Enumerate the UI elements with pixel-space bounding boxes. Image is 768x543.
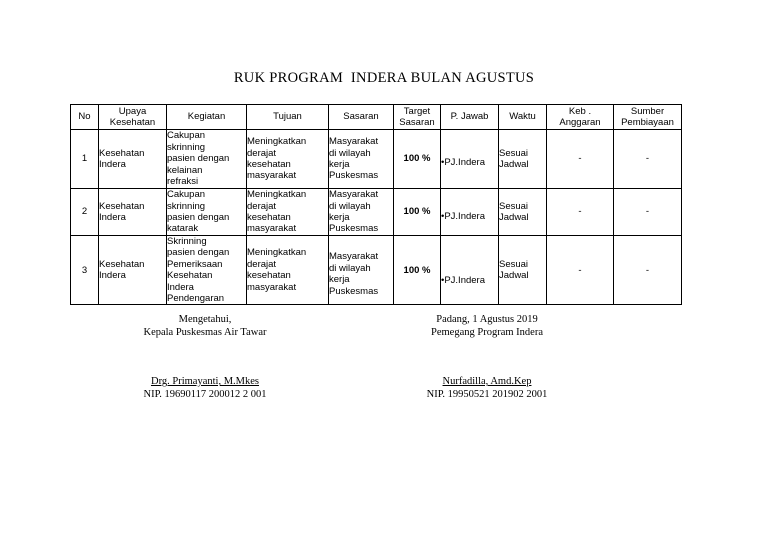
cell-sasaran: Masyarakat di wilayah kerja Puskesmas — [329, 130, 394, 189]
cell-upaya: Kesehatan Indera — [99, 189, 167, 236]
cell-no: 1 — [71, 130, 99, 189]
header-sumber-pembiayaan: Sumber Pembiayaan — [614, 105, 682, 130]
cell-sasaran: Masyarakat di wilayah kerja Puskesmas — [329, 189, 394, 236]
cell-sasaran: Masyarakat di wilayah kerja Puskesmas — [329, 236, 394, 305]
cell-anggaran: - — [547, 189, 614, 236]
cell-pjawab: •PJ.Indera — [441, 130, 499, 189]
place-date: Padang, 1 Agustus 2019 — [436, 314, 538, 325]
program-holder-name: Nurfadilla, Amd.Kep — [442, 376, 532, 387]
head-name: Drg. Primayanti, M.Mkes — [150, 376, 259, 387]
cell-no: 3 — [71, 236, 99, 305]
cell-kegiatan: Cakupan skrinning pasien dengan katarak — [167, 189, 247, 236]
cell-waktu: Sesuai Jadwal — [499, 189, 547, 236]
cell-sumber: - — [614, 189, 682, 236]
header-sasaran: Sasaran — [329, 105, 394, 130]
cell-upaya: Kesehatan Indera — [99, 130, 167, 189]
cell-upaya: Kesehatan Indera — [99, 236, 167, 305]
header-upaya-kesehatan: Upaya Kesehatan — [99, 105, 167, 130]
signature-block-right — [402, 313, 572, 339]
cell-target: 100 % — [394, 189, 441, 236]
cell-pjawab: •PJ.Indera — [441, 236, 499, 305]
header-anggaran: Keb . Anggaran — [547, 105, 614, 130]
program-table — [70, 104, 682, 305]
cell-no: 2 — [71, 189, 99, 236]
table-header-row — [71, 105, 682, 130]
header-penanggung-jawab: P. Jawab — [441, 105, 499, 130]
table-row — [71, 236, 682, 305]
cell-target: 100 % — [394, 130, 441, 189]
cell-sumber: - — [614, 130, 682, 189]
cell-tujuan: Meningkatkan derajat kesehatan masyarakat — [247, 130, 329, 189]
header-no: No — [71, 105, 99, 130]
header-tujuan: Tujuan — [247, 105, 329, 130]
table-row — [71, 130, 682, 189]
header-kegiatan: Kegiatan — [167, 105, 247, 130]
cell-anggaran: - — [547, 130, 614, 189]
document-title: RUK PROGRAM INDERA BULAN AGUSTUS — [233, 70, 535, 86]
signature-name-left — [120, 375, 290, 401]
cell-tujuan: Meningkatkan derajat kesehatan masyarakat — [247, 236, 329, 305]
header-waktu: Waktu — [499, 105, 547, 130]
program-holder-position: Pemegang Program Indera — [431, 327, 543, 338]
signature-block-left — [120, 313, 290, 339]
cell-target: 100 % — [394, 236, 441, 305]
program-holder-nip: NIP. 19950521 201902 2001 — [426, 389, 548, 400]
cell-pjawab: •PJ.Indera — [441, 189, 499, 236]
cell-waktu: Sesuai Jadwal — [499, 236, 547, 305]
cell-sumber: - — [614, 236, 682, 305]
cell-kegiatan: Skrinning pasien dengan Pemeriksaan Kesehatan Indera Pendengaran — [167, 236, 247, 305]
signature-name-right — [402, 375, 572, 401]
head-position: Kepala Puskesmas Air Tawar — [143, 327, 267, 338]
head-nip: NIP. 19690117 200012 2 001 — [143, 389, 267, 400]
header-target-sasaran: Target Sasaran — [394, 105, 441, 130]
cell-anggaran: - — [547, 236, 614, 305]
cell-kegiatan: Cakupan skrinning pasien dengan kelainan refraksi — [167, 130, 247, 189]
table-row — [71, 189, 682, 236]
cell-tujuan: Meningkatkan derajat kesehatan masyarakat — [247, 189, 329, 236]
approval-label: Mengetahui, — [178, 314, 232, 325]
cell-waktu: Sesuai Jadwal — [499, 130, 547, 189]
